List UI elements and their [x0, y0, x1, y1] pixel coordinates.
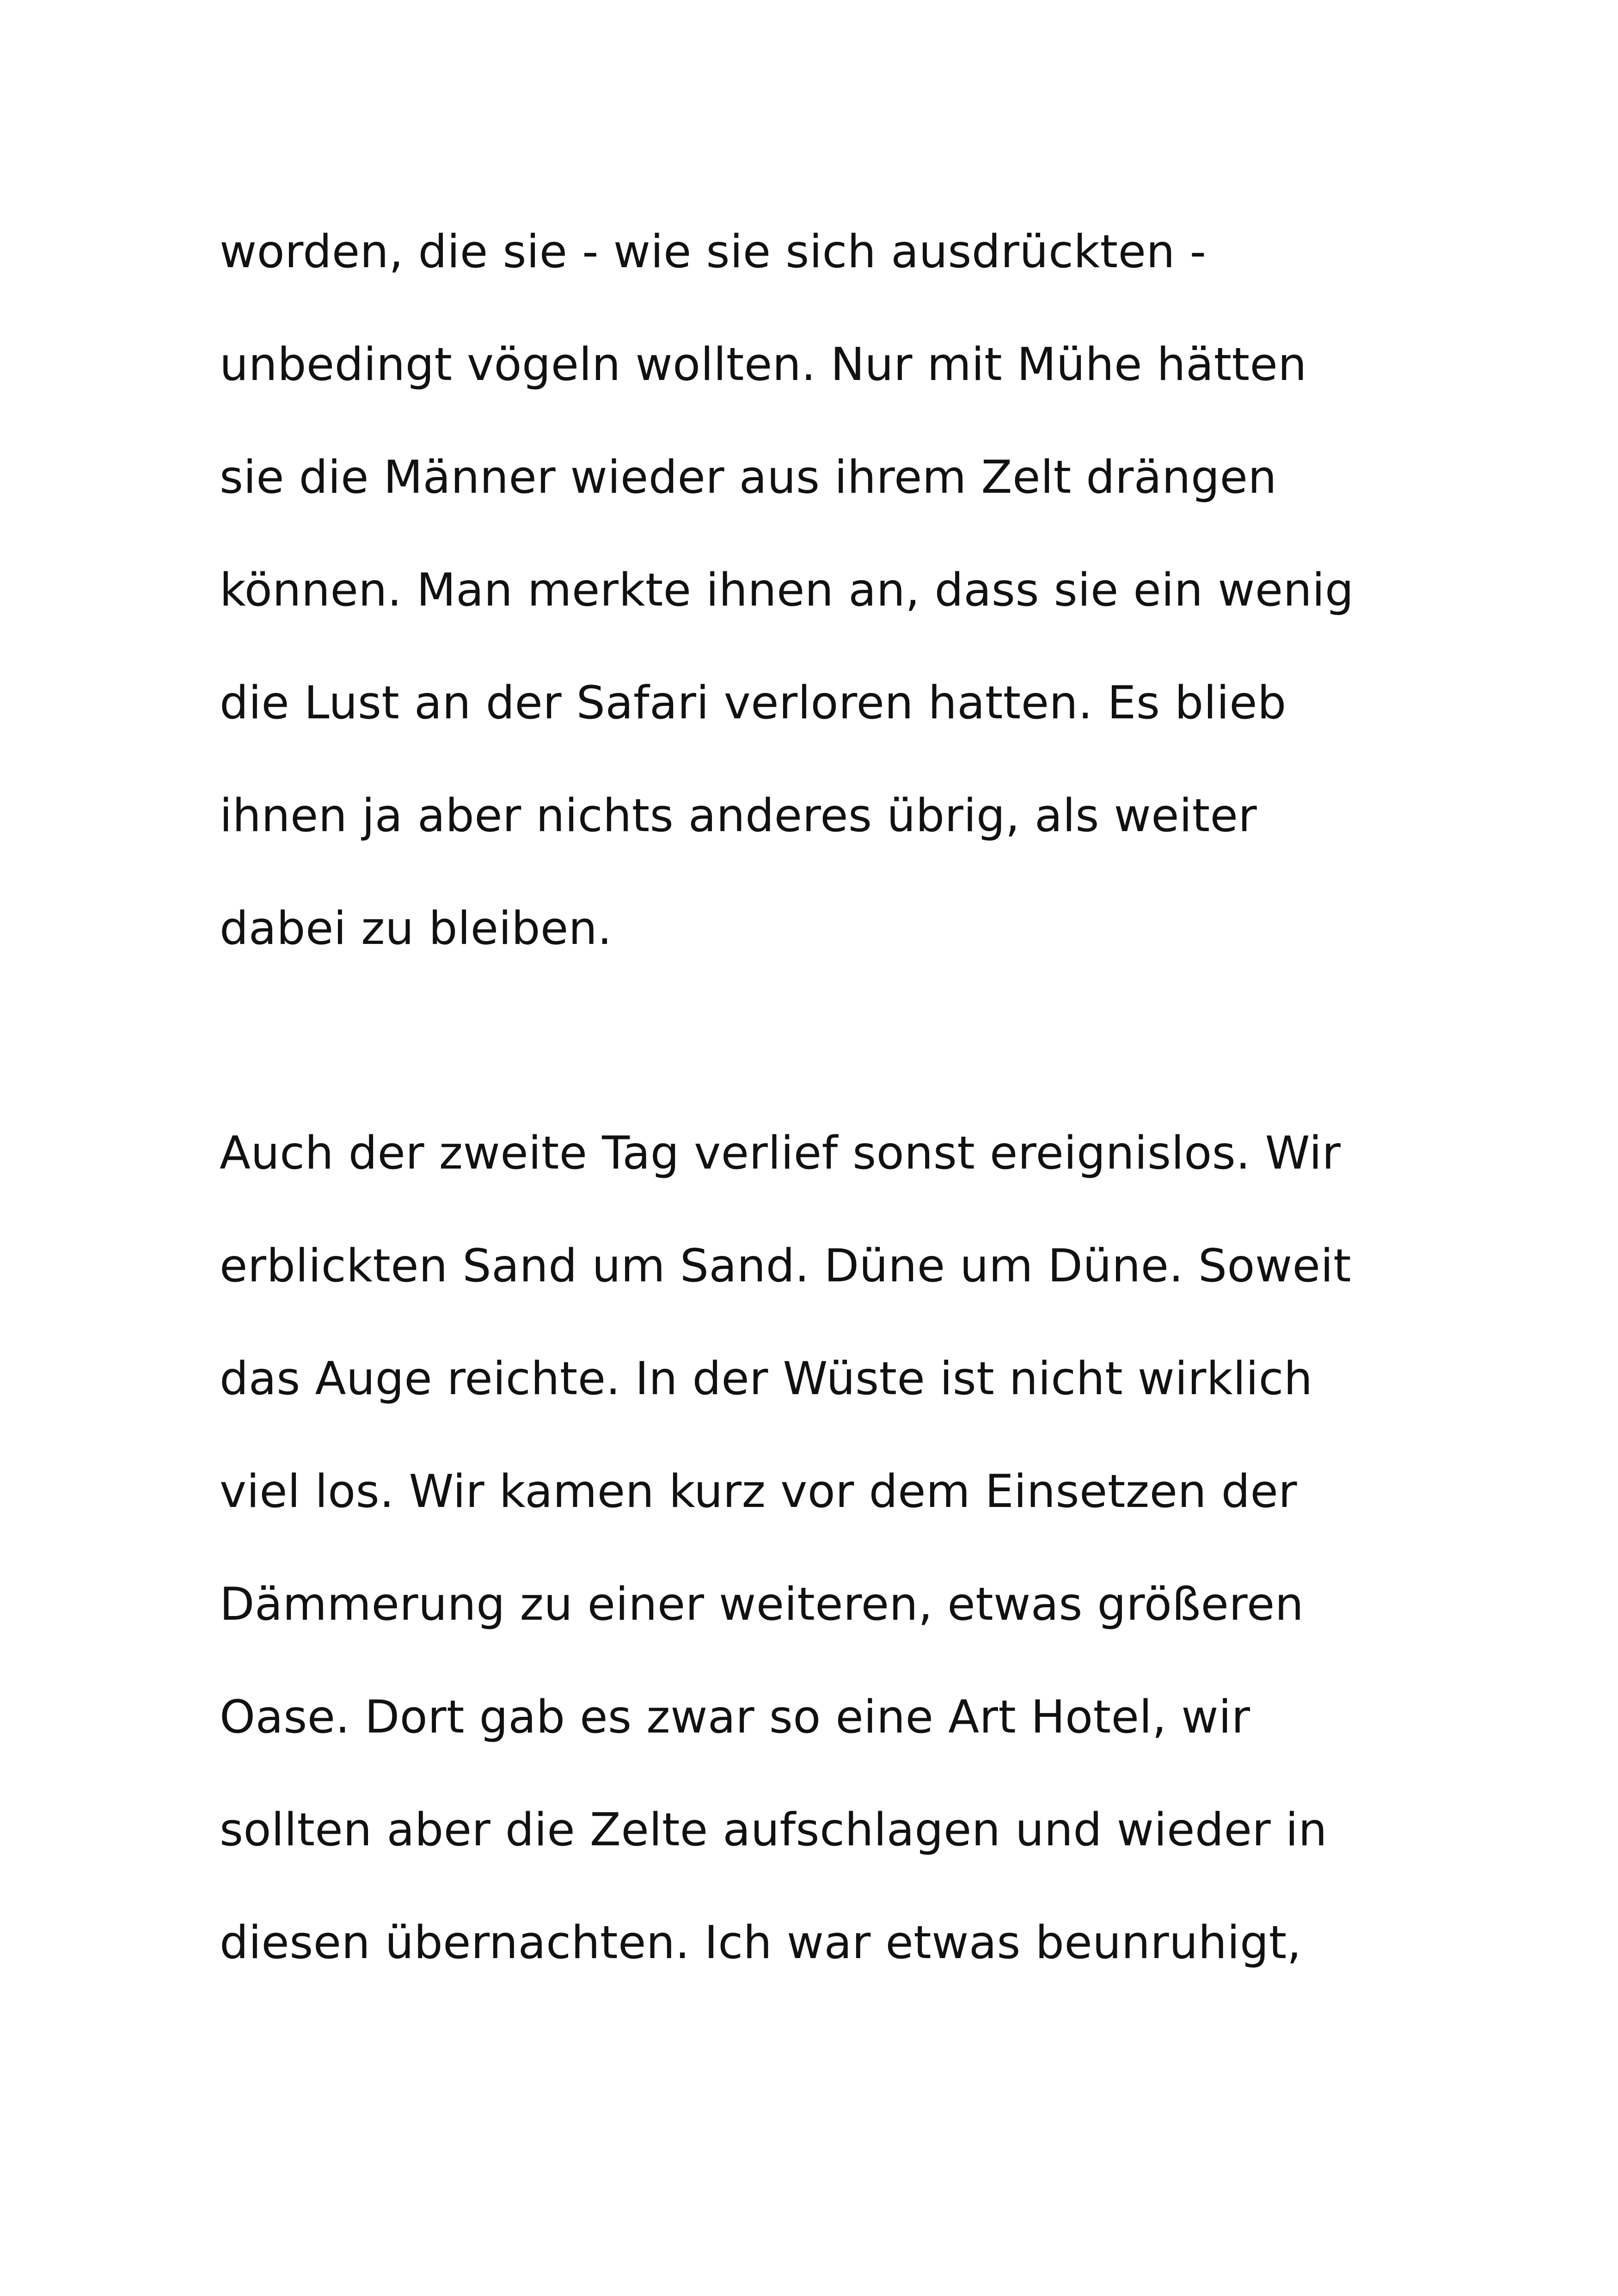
text-line: sie die Männer wieder aus ihrem Zelt drängen [220, 451, 1277, 504]
text-line: die Lust an der Safari verloren hatten. Es blieb [220, 677, 1287, 729]
text-line: diesen übernachten. Ich war etwas beunruhigt, [220, 1916, 1302, 1969]
text-line: sollten aber die Zelte aufschlagen und wieder in [220, 1804, 1328, 1856]
text-line: das Auge reichte. In der Wüste ist nicht wirklich [220, 1353, 1313, 1405]
text-line: Dämmerung zu einer weiteren, etwas größeren [220, 1578, 1304, 1631]
text-line: worden, die sie - wie sie sich ausdrückten - [220, 226, 1207, 278]
text-line: unbedingt vögeln wollten. Nur mit Mühe hätten [220, 338, 1307, 391]
text-line: erblickten Sand um Sand. Düne um Düne. Soweit [220, 1240, 1352, 1292]
text-line: dabei zu bleiben. [220, 902, 613, 955]
text-line: ihnen ja aber nichts anderes übrig, als weiter [220, 790, 1257, 842]
text-line: viel los. Wir kamen kurz vor dem Einsetzen der [220, 1465, 1298, 1518]
text-line: Oase. Dort gab es zwar so eine Art Hotel, wir [220, 1691, 1250, 1744]
text-line: Auch der zweite Tag verlief sonst ereignislos. Wir [220, 1127, 1341, 1180]
paragraph-1 [220, 217, 1422, 1007]
text-line: können. Man merkte ihnen an, dass sie ein wenig [220, 564, 1354, 617]
paragraph-2 [220, 1119, 1422, 2021]
